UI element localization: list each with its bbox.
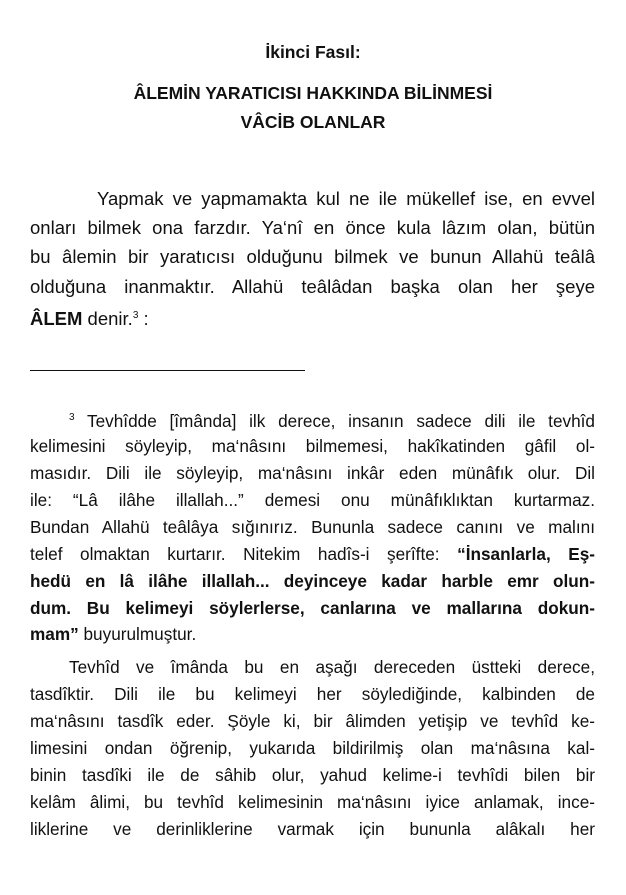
footnote-line xyxy=(30,596,595,620)
footnote-text: binin tasdîki ile de sâhib olur, yahud kelime-i tevhîdi bilen bir xyxy=(30,765,595,785)
main-line: bu âlemin bir yaratıcısı olduğunu bilmek ve bunun Allahü teâlâ xyxy=(30,246,595,267)
footnote-text: limesini ondan öğrenip, yukarıda bildirilmiş olan ma‘nâsına kal- xyxy=(30,738,595,758)
footnote-line xyxy=(30,790,595,814)
footnote-line xyxy=(30,488,595,512)
footnote-line xyxy=(30,763,595,787)
main-last-text: denir. xyxy=(82,308,133,329)
footnote-line xyxy=(30,682,595,706)
footnote-text: kelâm âlimi, bu tevhîd kelimesinin ma‘nâsını iyice anlamak, ince- xyxy=(30,792,595,812)
footnote-text: Bundan Allahü teâlâya sığınırız. Bununla sadece canını ve malını xyxy=(30,517,595,537)
footnote-text: liklerine ve derinliklerine varmak için bununla alâkalı her xyxy=(30,819,595,839)
footnote-text: buyurulmuştur. xyxy=(78,624,197,644)
chapter-label: İkinci Fasıl: xyxy=(265,42,361,62)
footnote-line xyxy=(30,461,595,485)
main-line: olduğuna inanmaktır. Allahü teâlâdan başka olan her şeye xyxy=(30,276,595,297)
main-last-tail: : xyxy=(138,308,149,329)
footnote-text: ile: “Lâ ilâhe illallah...” demesi onu münâfıklıktan kurtarmaz. xyxy=(30,490,595,510)
footnote-text: Tevhîd ve îmânda bu en aşağı dereceden üstteki derece, xyxy=(69,657,595,677)
main-line: onları bilmek ona farzdır. Ya‘nî en önce kula lâzım olan, bütün xyxy=(30,217,595,238)
footnote-text: kelimesini söyleyip, ma‘nâsını bilmemesi, hakîkatinden gâfil ol- xyxy=(30,436,595,456)
footnote-divider xyxy=(30,370,305,371)
footnote-line xyxy=(30,569,595,593)
hadith-quote: dum. Bu kelimeyi söylerlerse, canlarına ve mallarına dokun- xyxy=(30,598,595,618)
footnote-ref: 3 xyxy=(132,310,139,321)
footnote-number: 3 xyxy=(69,412,75,423)
title-line-1: ÂLEMİN YARATICISI HAKKINDA BİLİNMESİ xyxy=(133,83,493,103)
title-line-2: VÂCİB OLANLAR xyxy=(240,112,386,132)
footnote-line xyxy=(69,655,595,679)
footnote-line xyxy=(69,406,595,433)
hadith-quote: hedü en lâ ilâhe illallah... deyinceye kadar harble emr olun- xyxy=(30,571,595,591)
footnote-text: telef olmaktan kurtarır. Nitekim hadîs-i şerîfte: xyxy=(30,544,458,564)
footnote-line xyxy=(30,817,595,841)
alem-term: ÂLEM xyxy=(30,308,83,329)
footnote-line xyxy=(30,542,595,566)
footnote-line xyxy=(30,736,595,760)
main-line: Yapmak ve yapmamakta kul ne ile mükellef ise, en evvel xyxy=(97,188,595,209)
hadith-quote: mam” xyxy=(30,624,79,644)
footnote-text: Tevhîdde [îmânda] ilk derece, insanın sadece dili ile tevhîd xyxy=(87,411,595,431)
footnote-line xyxy=(30,709,595,733)
footnote-line xyxy=(30,515,595,539)
main-last-line xyxy=(30,303,149,332)
footnote-text: masıdır. Dili ile söyleyip, ma‘nâsını inkâr eden münâfık olur. Dil xyxy=(30,463,595,483)
footnote-text: tasdîktir. Dili ile bu kelimeyi her söylediğinde, kalbinden de xyxy=(30,684,595,704)
footnote-text: ma‘nâsını tasdîk eder. Şöyle ki, bir âlimden yetişip ve tevhîd ke- xyxy=(30,711,595,731)
footnote-line xyxy=(30,434,595,458)
hadith-quote: “İnsanlarla, Eş- xyxy=(457,544,596,564)
footnote-line xyxy=(30,622,196,646)
